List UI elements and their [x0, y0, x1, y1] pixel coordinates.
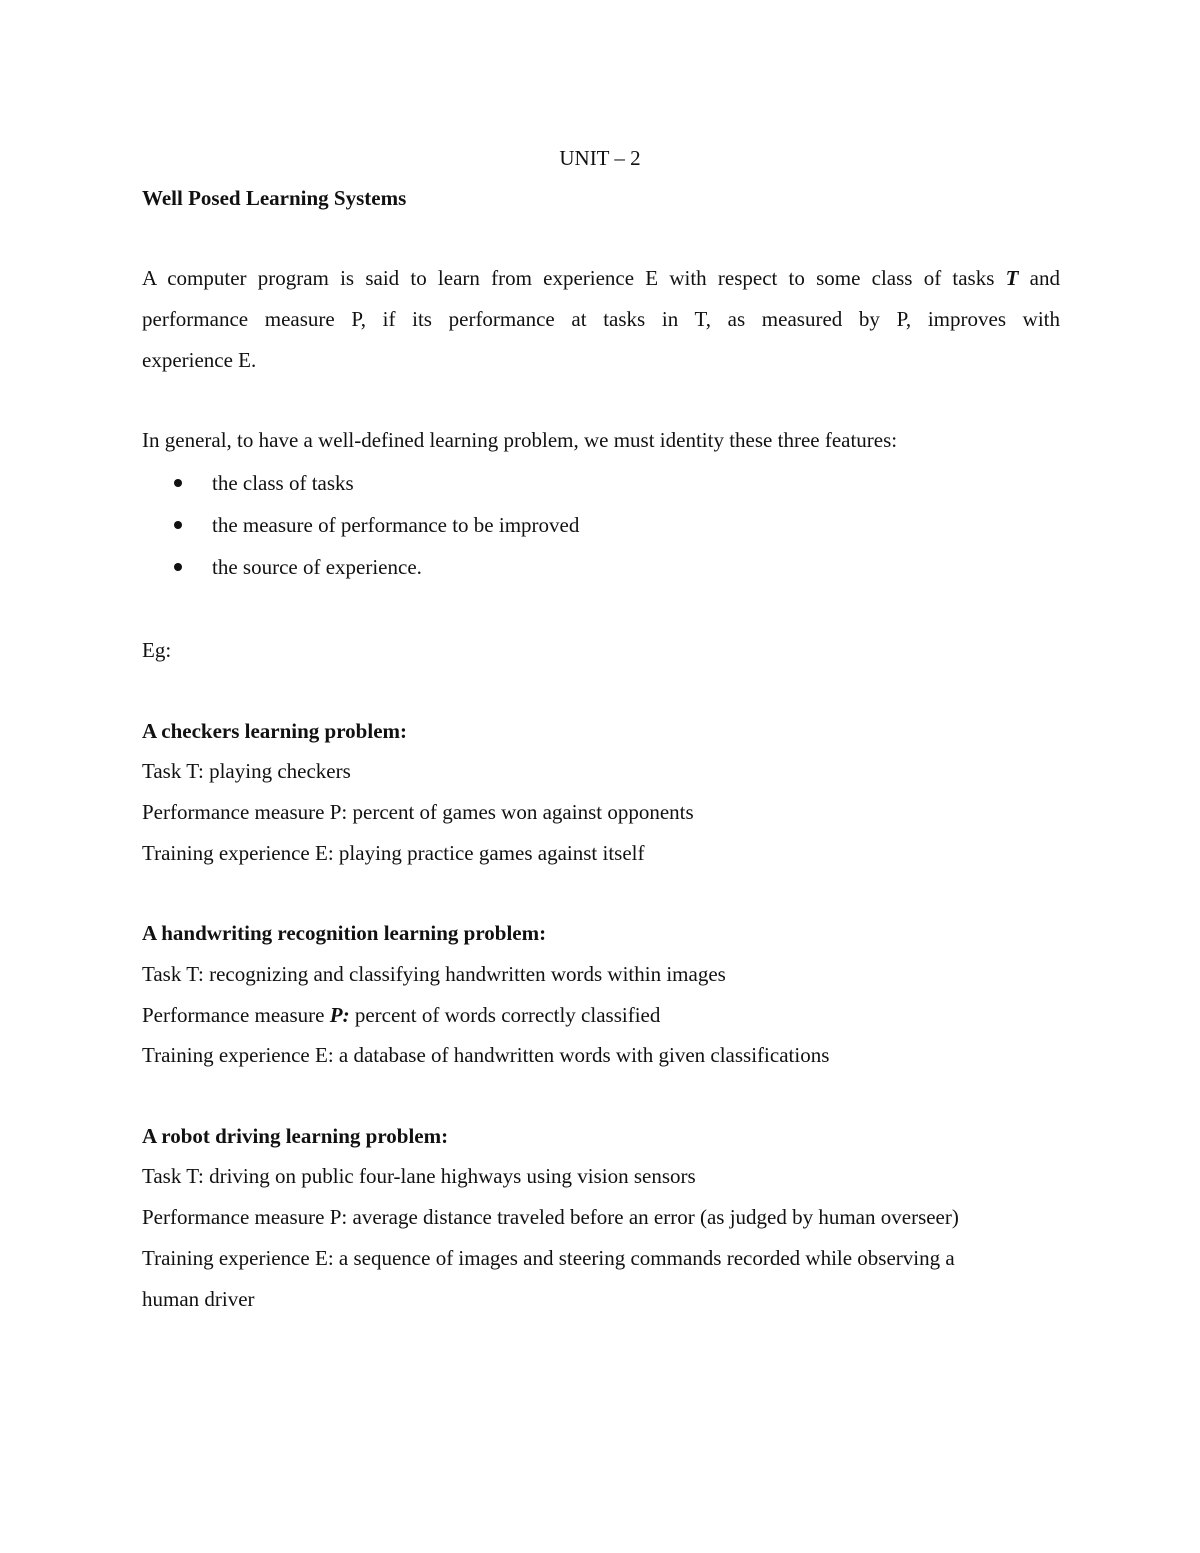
section-heading: Well Posed Learning Systems [142, 186, 407, 210]
feature-item: the measure of performance to be improved [212, 513, 580, 537]
definition-line-1-pre: A computer program is said to learn from experience E with respect to some class of tasks [142, 266, 1006, 290]
example-performance: Performance measure P: average distance traveled before an error (as judged by human overseer) [142, 1205, 959, 1229]
example-task: Task T: recognizing and classifying handwritten words within images [142, 962, 726, 986]
example-performance: Performance measure P: percent of games won against opponents [142, 800, 694, 824]
eg-label: Eg: [142, 638, 172, 662]
definition-line-2: performance measure P, if its performance at tasks in T, as measured by P, improves with [142, 307, 1060, 331]
example-training: Training experience E: playing practice games against itself [142, 841, 645, 865]
example-performance-post: percent of words correctly classified [349, 1003, 661, 1027]
unit-title: UNIT – 2 [559, 146, 641, 170]
example-training: Training experience E: a database of handwritten words with given classifications [142, 1043, 830, 1067]
example-task: Task T: playing checkers [142, 759, 351, 783]
definition-task-symbol: T [1005, 266, 1019, 290]
bullet-dot [174, 563, 182, 571]
example-heading: A handwriting recognition learning problem: [142, 921, 547, 945]
definition-line-1 [142, 268, 1060, 289]
intro-paragraph: In general, to have a well-defined learning problem, we must identity these three features: [142, 428, 898, 452]
bullet-dot [174, 479, 182, 487]
example-training-continued: human driver [142, 1287, 255, 1311]
feature-item: the source of experience. [212, 555, 422, 579]
example-task: Task T: driving on public four-lane highways using vision sensors [142, 1164, 696, 1188]
bullet-dot [174, 521, 182, 529]
feature-item: the class of tasks [212, 471, 354, 495]
definition-line-1-post: and [1018, 266, 1060, 290]
example-performance-symbol: P: [329, 1003, 350, 1027]
definition-line-3: experience E. [142, 348, 257, 372]
example-performance [142, 1005, 660, 1026]
example-heading: A robot driving learning problem: [142, 1124, 449, 1148]
example-heading: A checkers learning problem: [142, 719, 408, 743]
example-performance-pre: Performance measure [142, 1003, 330, 1027]
example-training: Training experience E: a sequence of images and steering commands recorded while observing a [142, 1246, 955, 1270]
